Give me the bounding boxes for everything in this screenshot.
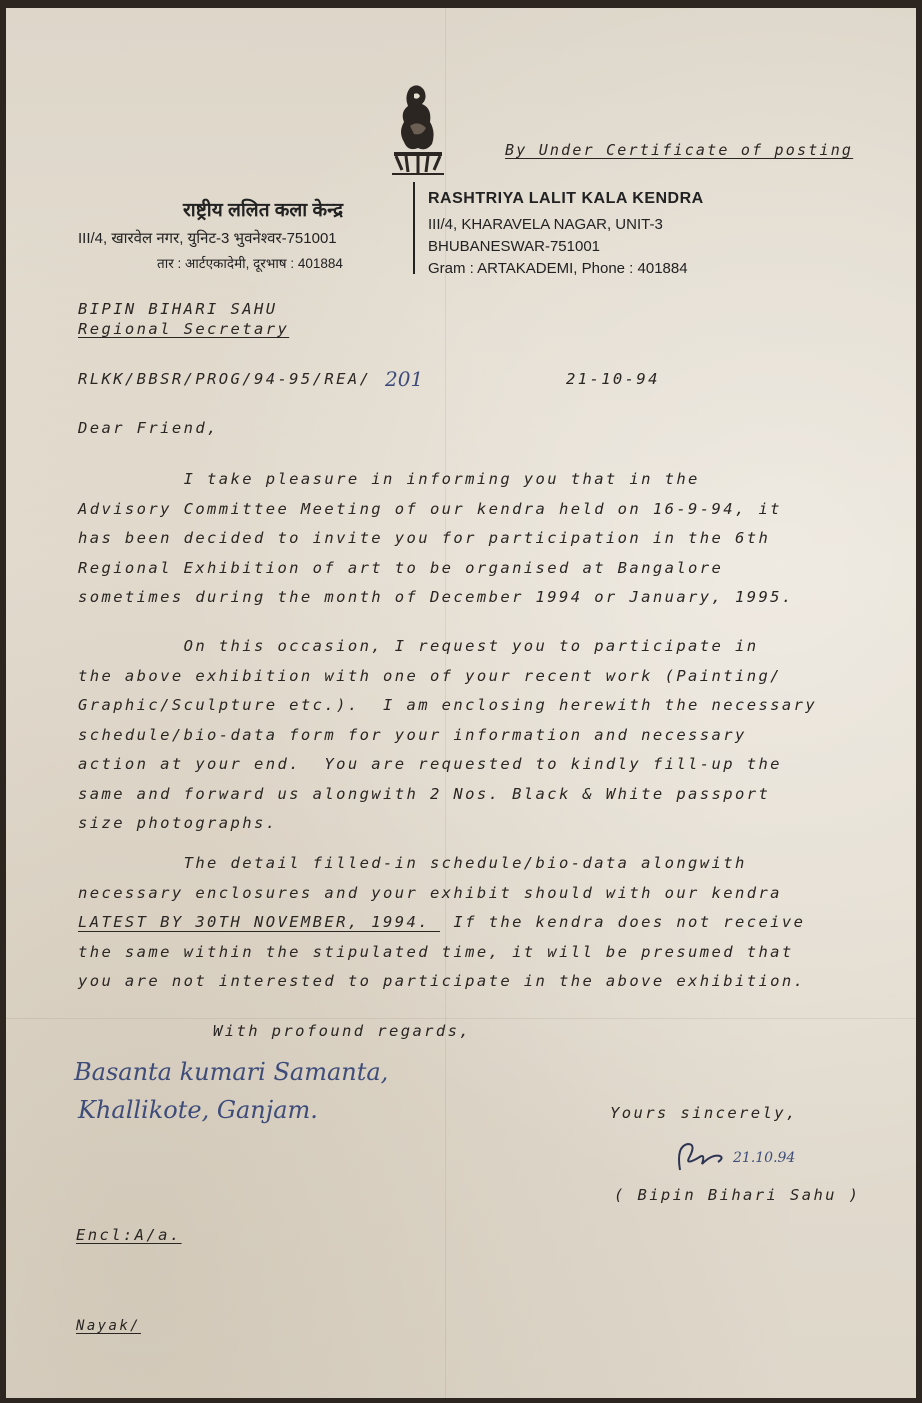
signoff: Yours sincerely, [610, 1104, 798, 1122]
paragraph-line: action at your end. You are requested to kindly fill-up the [78, 755, 782, 773]
letterhead-hindi-contact: तार : आर्टएकादेमी, दूरभाष : 401884 [157, 256, 343, 271]
deadline-underline [78, 931, 440, 932]
signature-date: 21.10.94 [733, 1150, 796, 1166]
letterhead-hindi-address: III/4, खारवेल नगर, युनिट-3 भुवनेश्वर-751001 [78, 230, 337, 247]
typist-initials: Nayak/ [76, 1318, 141, 1334]
paragraph-line: the same within the stipulated time, it will be presumed that [78, 942, 794, 961]
closing: With profound regards, [213, 1022, 472, 1040]
paragraph-line: necessary enclosures and your exhibit should with our kendra [78, 883, 782, 902]
letterhead-hindi-name: राष्ट्रीय ललित कला केन्द्र [183, 200, 344, 221]
paragraph-line: Regional Exhibition of art to be organised at Bangalore [78, 558, 724, 577]
body-paragraph-1 [78, 465, 858, 613]
letterhead-name: RASHTRIYA LALIT KALA KENDRA [428, 190, 704, 207]
signatory-name: ( Bipin Bihari Sahu ) [614, 1186, 861, 1204]
body-paragraph-2 [78, 632, 858, 839]
paragraph-line: the above exhibition with one of your recent work (Painting/ [78, 666, 782, 685]
sender-name: BIPIN BIHARI SAHU [78, 300, 278, 318]
emblem-logo [388, 82, 448, 177]
reference-number: RLKK/BBSR/PROG/94-95/REA/ [78, 370, 372, 388]
handwritten-addressee-line2: Khallikote, Ganjam. [78, 1096, 318, 1124]
paragraph-line: Advisory Committee Meeting of our kendra held on 16-9-94, it [78, 499, 782, 518]
paragraph-line: schedule/bio-data form for your information and necessary [78, 725, 747, 744]
paragraph-line: size photographs. [78, 814, 278, 832]
reference-handwritten-suffix: 201 [385, 367, 424, 391]
paragraph-line: you are not interested to participate in the above exhibition. [78, 972, 806, 990]
paper-fold-horizontal [6, 1018, 916, 1019]
enclosure-note: Encl:A/a. [76, 1226, 182, 1244]
handwritten-addressee-line1: Basanta kumari Samanta, [74, 1058, 389, 1086]
paragraph-line: same and forward us alongwith 2 Nos. Black & White passport [78, 784, 771, 803]
letterhead-address-line1: III/4, KHARAVELA NAGAR, UNIT-3 [428, 216, 663, 233]
body-paragraph-3 [78, 849, 858, 997]
signature [672, 1136, 732, 1176]
letterhead-contact: Gram : ARTAKADEMI, Phone : 401884 [428, 260, 688, 277]
paragraph-line: Graphic/Sculpture etc.). I am enclosing herewith the necessary [78, 696, 818, 714]
paragraph-line: has been decided to invite you for participation in the 6th [78, 529, 771, 547]
letterhead-address-line2: BHUBANESWAR-751001 [428, 238, 601, 255]
letterhead-divider [413, 182, 415, 274]
paragraph-line deadline-line: LATEST BY 30TH NOVEMBER, 1994. If the kendra does not receive [78, 913, 806, 931]
posting-note: By Under Certificate of posting [505, 141, 854, 159]
sender-title: Regional Secretary [78, 320, 290, 338]
salutation: Dear Friend, [78, 419, 219, 437]
paragraph-line: The detail filled-in schedule/bio-data alongwith [78, 854, 747, 872]
paragraph-line: On this occasion, I request you to participate in [78, 637, 759, 655]
paragraph-line: sometimes during the month of December 1994 or January, 1995. [78, 588, 794, 606]
paragraph-line: I take pleasure in informing you that in the [78, 470, 700, 488]
letter-date: 21-10-94 [566, 370, 660, 388]
